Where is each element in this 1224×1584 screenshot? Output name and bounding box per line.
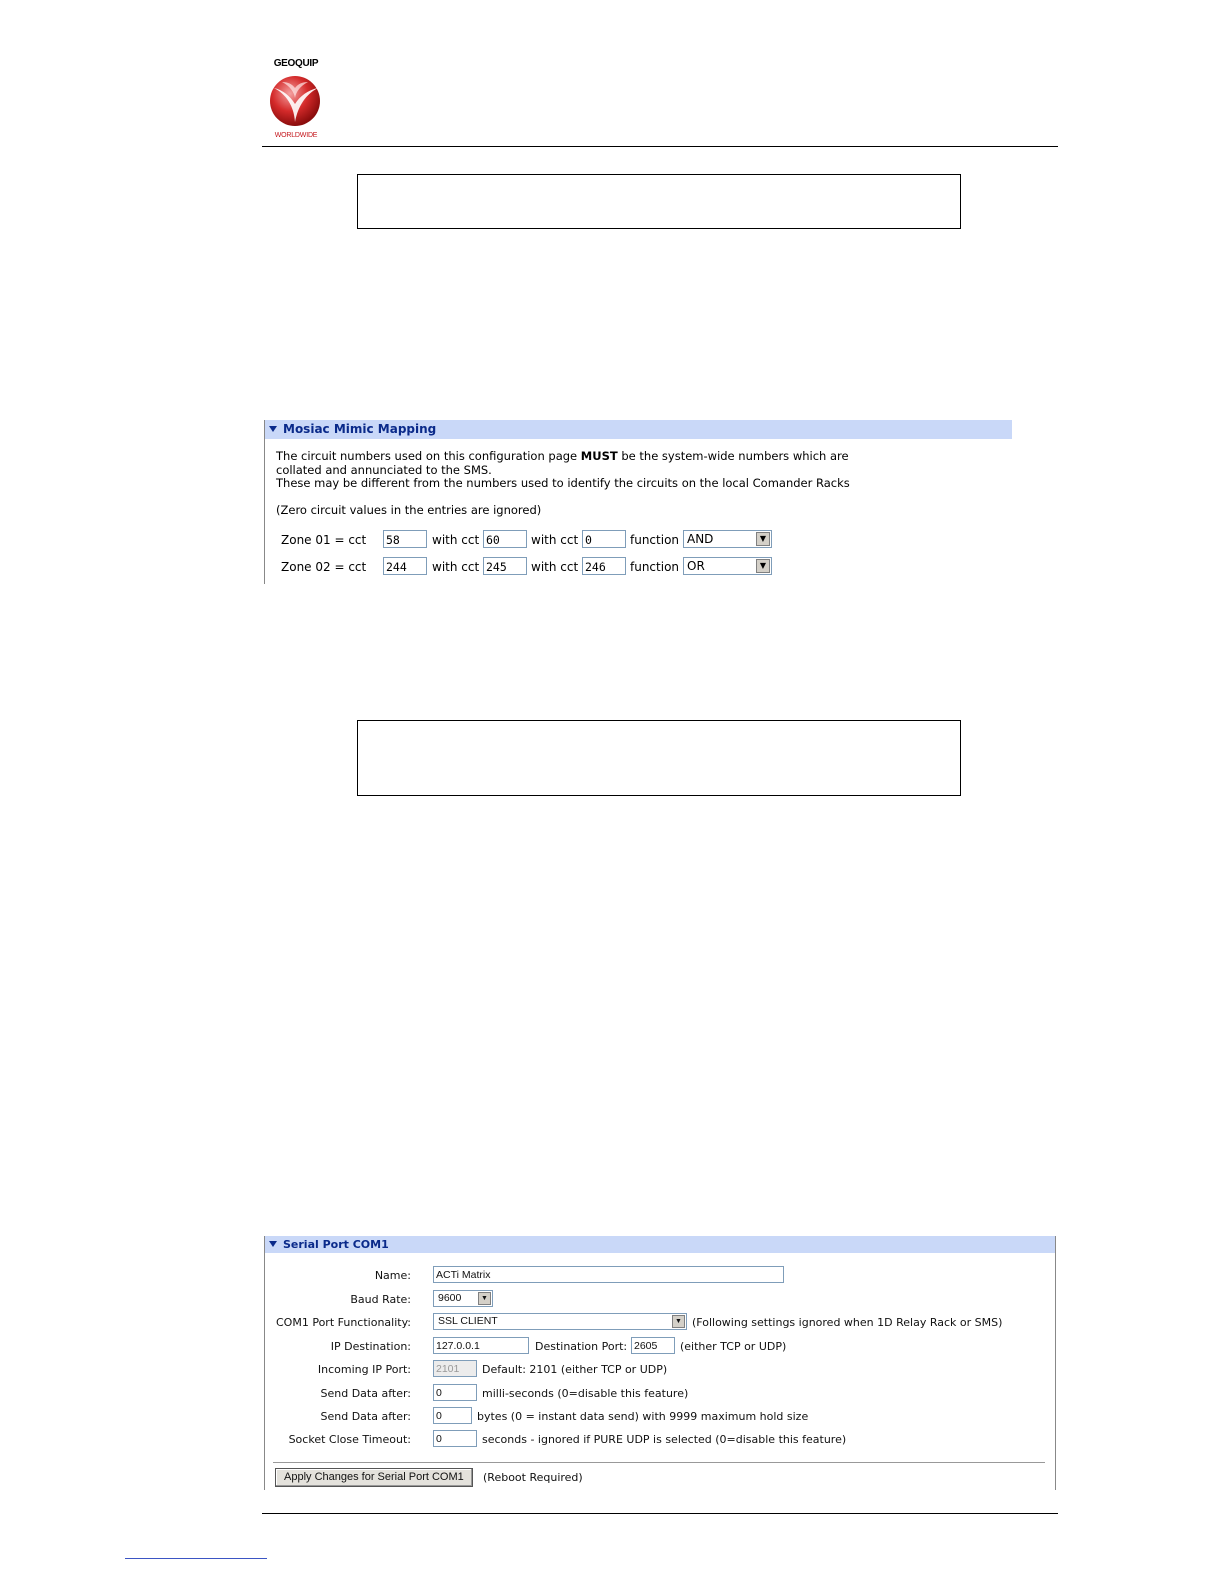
footer-link-underline[interactable] (125, 1558, 267, 1559)
destination-port-note: (either TCP or UDP) (680, 1340, 787, 1353)
mimic-mapping-header[interactable] (265, 420, 1012, 439)
logo-top-text: GEOQUIP (273, 58, 319, 69)
intro-prefix: The circuit numbers used on this configuration page (276, 449, 581, 463)
ip-destination-label: IP Destination: (330, 1340, 411, 1353)
collapse-triangle-icon (269, 426, 277, 432)
zone-function-select[interactable] (683, 530, 772, 548)
socket-close-note: seconds - ignored if PURE UDP is selected (0=disable this feature) (482, 1433, 847, 1446)
zone-function-value: OR (687, 559, 705, 573)
logo-bottom-text: WORLDWIDE (274, 132, 318, 139)
zone-cct1-input[interactable]: 58 (383, 530, 427, 548)
with-cct-label: with cct (531, 533, 579, 547)
intro-suffix: be the system-wide numbers which are (617, 449, 849, 463)
baud-label: Baud Rate: (350, 1293, 411, 1306)
dropdown-arrow-icon[interactable]: ▼ (756, 532, 770, 546)
functionality-select[interactable] (433, 1313, 687, 1330)
incoming-port-label: Incoming IP Port: (317, 1363, 411, 1376)
header-rule (262, 146, 1058, 147)
zone-cct2-input[interactable]: 245 (483, 557, 527, 575)
figure-box-top (357, 174, 961, 229)
incoming-port-note: Default: 2101 (either TCP or UDP) (482, 1363, 668, 1376)
company-logo (265, 58, 327, 144)
with-cct-label: with cct (432, 533, 480, 547)
function-label: function (630, 560, 680, 574)
panel-divider (273, 1462, 1045, 1463)
functionality-value: SSL CLIENT (438, 1315, 498, 1327)
zero-note: (Zero circuit values in the entries are ignored) (276, 503, 542, 517)
collapse-triangle-icon (269, 1241, 277, 1247)
zone-function-value: AND (687, 532, 714, 546)
send-data-bytes-input[interactable]: 0 (433, 1407, 472, 1424)
baud-select[interactable] (433, 1290, 493, 1307)
send-data-bytes-label: Send Data after: (320, 1410, 411, 1423)
send-data-bytes-note: bytes (0 = instant data send) with 9999 maximum hold size (477, 1410, 809, 1423)
serial-port-title: Serial Port COM1 (283, 1238, 389, 1251)
socket-close-input[interactable]: 0 (433, 1430, 477, 1447)
intro-bold: MUST (580, 449, 618, 463)
zone-function-select[interactable] (683, 557, 772, 575)
zone-label: Zone 02 = cct (281, 560, 367, 574)
socket-close-label: Socket Close Timeout: (288, 1433, 411, 1446)
ip-destination-input[interactable]: 127.0.0.1 (433, 1337, 529, 1354)
mimic-mapping-title: Mosiac Mimic Mapping (283, 422, 437, 436)
name-label: Name: (374, 1269, 411, 1282)
reboot-note: (Reboot Required) (483, 1471, 583, 1484)
function-label: function (630, 533, 680, 547)
dropdown-arrow-icon[interactable]: ▼ (478, 1292, 491, 1305)
incoming-port-input: 2101 (433, 1360, 477, 1377)
functionality-label: COM1 Port Functionality: (276, 1316, 411, 1329)
baud-value: 9600 (438, 1292, 462, 1304)
zone-label: Zone 01 = cct (281, 533, 367, 547)
functionality-note: (Following settings ignored when 1D Relay Rack or SMS) (692, 1316, 1003, 1329)
zone-cct1-input[interactable]: 244 (383, 557, 427, 575)
serial-port-panel (264, 1236, 1056, 1490)
name-input[interactable]: ACTi Matrix (433, 1266, 784, 1283)
apply-changes-button[interactable]: Apply Changes for Serial Port COM1 (275, 1468, 473, 1487)
zone-cct3-input[interactable]: 0 (582, 530, 626, 548)
figure-box-middle (357, 720, 961, 796)
dropdown-arrow-icon[interactable]: ▼ (756, 559, 770, 573)
with-cct-label: with cct (432, 560, 480, 574)
intro-line-3: These may be different from the numbers used to identify the circuits on the local Comander Racks (276, 476, 850, 490)
intro-line-2: collated and annunciated to the SMS. (276, 462, 492, 477)
zone-cct2-input[interactable]: 60 (483, 530, 527, 548)
dropdown-arrow-icon[interactable]: ▼ (672, 1315, 685, 1328)
send-data-ms-label: Send Data after: (320, 1387, 411, 1400)
destination-port-input[interactable]: 2605 (631, 1337, 675, 1354)
logo-emblem-icon (268, 72, 324, 128)
mimic-intro (276, 450, 850, 491)
zone-cct3-input[interactable]: 246 (582, 557, 626, 575)
send-data-ms-input[interactable]: 0 (433, 1384, 477, 1401)
serial-port-header[interactable] (265, 1236, 1055, 1253)
with-cct-label: with cct (531, 560, 579, 574)
send-data-ms-note: milli-seconds (0=disable this feature) (482, 1387, 689, 1400)
footer-rule (262, 1513, 1058, 1514)
destination-port-label: Destination Port: (535, 1340, 628, 1353)
mimic-mapping-panel (264, 420, 1012, 584)
